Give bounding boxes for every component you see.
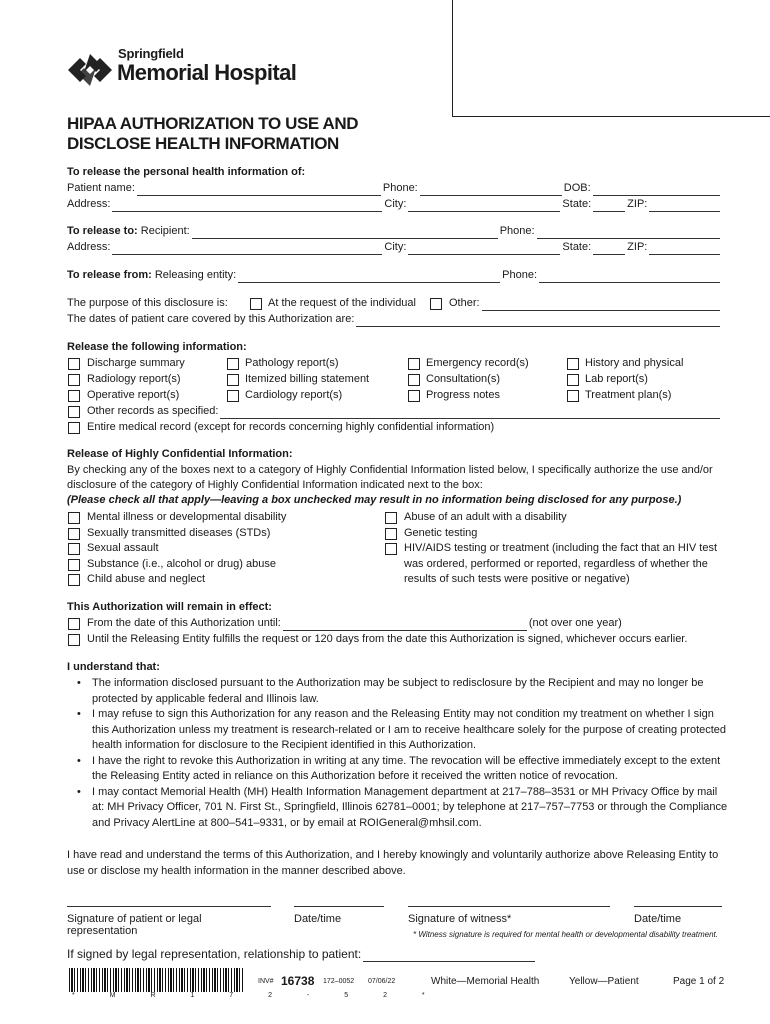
child-abuse-checkbox[interactable] <box>68 574 80 586</box>
recipient-row-2 <box>67 240 722 255</box>
effect-heading: This Authorization will remain in effect: <box>67 601 272 613</box>
patient-zip-field[interactable] <box>649 201 720 212</box>
discharge-label: Discharge summary <box>87 357 185 369</box>
substance-label: Substance (i.e., alcohol or drug) abuse <box>87 558 276 570</box>
dates-row <box>67 312 722 327</box>
logo-line1: Springfield <box>118 46 184 61</box>
logo-line2: Memorial Hospital <box>117 60 297 85</box>
other-records-field[interactable] <box>220 408 720 419</box>
legal-rep-label: If signed by legal representation, relationship to patient: <box>67 947 362 961</box>
recipient-phone-label: Phone: <box>499 225 535 237</box>
emergency-label: Emergency record(s) <box>426 357 529 369</box>
legal-rep-field[interactable] <box>363 951 535 962</box>
dates-field[interactable] <box>356 316 720 327</box>
patient-signature-label: Signature of patient or legal representation <box>67 913 202 937</box>
recipient-zip-label: ZIP: <box>627 241 648 253</box>
release-from-label: To release from: <box>67 269 152 281</box>
lab-label: Lab report(s) <box>585 373 648 385</box>
pathology-checkbox[interactable] <box>227 358 239 370</box>
recipient-address-label: Address: <box>67 241 111 253</box>
patient-city-label: City: <box>384 198 407 210</box>
patient-row-1 <box>67 181 722 196</box>
entire-record-checkbox[interactable] <box>68 422 80 434</box>
effect-120-label: Until the Releasing Entity fulfills the request or 120 days from the date this Authorization is signed, whichever occurs earlier. <box>87 633 688 645</box>
adult-abuse-label: Abuse of an adult with a disability <box>404 511 567 523</box>
inv-label: INV# <box>258 978 274 985</box>
witness-note: * Witness signature is required for mental health or developmental disability treatment. <box>413 930 718 939</box>
page-number: Page 1 of 2 <box>673 976 725 987</box>
purpose-other-checkbox[interactable] <box>430 298 442 310</box>
purpose-individual-label: At the request of the individual <box>268 297 416 309</box>
patient-name-field[interactable] <box>137 185 381 196</box>
progress-checkbox[interactable] <box>408 390 420 402</box>
effect-until-note: (not over one year) <box>528 617 622 629</box>
substance-checkbox[interactable] <box>68 559 80 571</box>
patient-state-label: State: <box>562 198 592 210</box>
date2 <box>634 898 722 925</box>
std-label: Sexually transmitted diseases (STDs) <box>87 527 271 539</box>
understand-list <box>68 676 728 831</box>
patient-signature <box>67 898 271 937</box>
date1-field[interactable] <box>294 898 384 907</box>
form-date: 07/06/22 <box>368 978 396 985</box>
std-checkbox[interactable] <box>68 528 80 540</box>
understand-item: • I may refuse to sign this Authorization for any reason and the Releasing Entity may not condition my treatment on whether I sign this Authorization unless my treatment is research-related or I am to receive healthcare solely for the purpose of creating protected health information for disclosure to the Recipient identified in this Authorization. <box>68 707 728 754</box>
entire-record-label: Entire medical record (except for records concerning highly confidential information) <box>87 421 495 433</box>
mental-illness-checkbox[interactable] <box>68 512 80 524</box>
recipient-phone-field[interactable] <box>537 228 720 239</box>
date1 <box>294 898 384 925</box>
understand-item: • The information disclosed pursuant to the Authorization may be subject to redisclosure by the Recipient and may no longer be protected by applicable federal and Illinois law. <box>68 676 728 707</box>
recipient-city-field[interactable] <box>408 244 560 255</box>
entity-phone-label: Phone: <box>502 269 538 281</box>
entity-field[interactable] <box>238 272 500 283</box>
witness-signature-field[interactable] <box>408 898 610 907</box>
consultation-checkbox[interactable] <box>408 374 420 386</box>
operative-checkbox[interactable] <box>68 390 80 402</box>
billing-label: Itemized billing statement <box>245 373 370 385</box>
effect-until-checkbox[interactable] <box>68 618 80 630</box>
progress-label: Progress notes <box>426 389 500 401</box>
date2-field[interactable] <box>634 898 722 907</box>
hiv-line2: was ordered, performed or reported, regardless of whether the <box>404 557 708 570</box>
consultation-label: Consultation(s) <box>426 373 500 385</box>
genetic-label: Genetic testing <box>404 527 478 539</box>
hiv-label <box>404 541 717 588</box>
stamp-area <box>452 0 770 117</box>
mental-illness-label: Mental illness or developmental disability <box>87 511 287 523</box>
recipient-zip-field[interactable] <box>649 244 720 255</box>
entity-phone-field[interactable] <box>539 272 720 283</box>
confidential-note: (Please check all that apply—leaving a box unchecked may result in no information being disclosed for any purpose.) <box>67 494 682 506</box>
sexual-assault-checkbox[interactable] <box>68 543 80 555</box>
release-to-label: To release to: <box>67 225 138 237</box>
copy-yellow: Yellow—Patient <box>569 976 639 987</box>
cardiology-checkbox[interactable] <box>227 390 239 402</box>
other-records-checkbox[interactable] <box>68 406 80 418</box>
patient-address-field[interactable] <box>112 201 382 212</box>
purpose-label: The purpose of this disclosure is: <box>67 297 228 309</box>
radiology-label: Radiology report(s) <box>87 373 181 385</box>
purpose-other-label: Other: <box>449 297 480 309</box>
confidential-p1: By checking any of the boxes next to a category of Highly Confidential Information listed below, I specifically authorize the use and/or <box>67 464 713 476</box>
consent-text: I have read and understand the terms of this Authorization, and I hereby knowingly and voluntarily authorize above Releasing Entity to use or disclose my health information in the manner described above. <box>67 849 719 877</box>
lab-checkbox[interactable] <box>567 374 579 386</box>
recipient-row-1 <box>67 224 722 239</box>
date1-label: Date/time <box>294 913 342 925</box>
pathology-label: Pathology report(s) <box>245 357 339 369</box>
billing-checkbox[interactable] <box>227 374 239 386</box>
purpose-other-row <box>449 296 722 311</box>
treatment-checkbox[interactable] <box>567 390 579 402</box>
form-number: 172–0052 <box>323 978 355 985</box>
legal-rep-row <box>67 947 537 962</box>
adult-abuse-checkbox[interactable] <box>385 512 397 524</box>
radiology-checkbox[interactable] <box>68 374 80 386</box>
copy-white: White—Memorial Health <box>431 976 540 987</box>
witness-signature <box>408 898 610 925</box>
understand-heading: I understand that: <box>67 661 160 673</box>
hiv-line3: results of such tests were positive or negative) <box>404 573 630 585</box>
effect-until-field[interactable] <box>283 620 527 631</box>
child-abuse-label: Child abuse and neglect <box>87 573 206 585</box>
patient-city-field[interactable] <box>408 201 560 212</box>
title-line1: HIPAA AUTHORIZATION TO USE AND <box>67 114 359 133</box>
patient-dob-field[interactable] <box>593 185 720 196</box>
history-label: History and physical <box>585 357 684 369</box>
barcode <box>69 968 245 992</box>
page-title <box>67 114 358 154</box>
patient-phone-field[interactable] <box>420 185 562 196</box>
history-checkbox[interactable] <box>567 358 579 370</box>
witness-signature-label: Signature of witness* <box>408 913 512 925</box>
sexual-assault-label: Sexual assault <box>87 542 159 554</box>
date2-label: Date/time <box>634 913 682 925</box>
from-row <box>67 268 722 283</box>
barcode-text: * M R 1 7 2 - 5 2 * <box>72 992 442 999</box>
emergency-checkbox[interactable] <box>408 358 420 370</box>
effect-120-checkbox[interactable] <box>68 634 80 646</box>
confidential-p2: disclosure of the category of Highly Confidential Information indicated next to the box: <box>67 479 483 491</box>
genetic-checkbox[interactable] <box>385 528 397 540</box>
purpose-individual-checkbox[interactable] <box>250 298 262 310</box>
recipient-label: Recipient: <box>140 225 190 237</box>
purpose-other-field[interactable] <box>482 300 720 311</box>
recipient-city-label: City: <box>384 241 407 253</box>
operative-label: Operative report(s) <box>87 389 180 401</box>
effect-until-row <box>87 616 622 631</box>
patient-address-label: Address: <box>67 198 111 210</box>
hiv-line1: HIV/AIDS testing or treatment (including the fact that an HIV test <box>404 542 718 554</box>
entity-label: Releasing entity: <box>154 269 237 281</box>
other-records-label: Other records as specified: <box>87 405 219 417</box>
confidential-heading: Release of Highly Confidential Information: <box>67 448 293 460</box>
patient-signature-field[interactable] <box>67 898 271 907</box>
understand-item: • I may contact Memorial Health (MH) Health Information Management department at 217–788–3531 or MH Privacy Office by mail at: MH Privacy Officer, 701 N. First St., Springfield, Illinois 62781–0001; by telephone at 217–757–7753 or through the Compliance and Privacy AlertLine at 800–541–9331, or by email at ROIGeneral@mhsil.com. <box>68 785 728 832</box>
discharge-checkbox[interactable] <box>68 358 80 370</box>
hiv-checkbox[interactable] <box>385 543 397 555</box>
patient-name-label: Patient name: <box>67 182 135 194</box>
recipient-field[interactable] <box>192 228 498 239</box>
patient-heading: To release the personal health information of: <box>67 166 306 178</box>
patient-row-2 <box>67 197 722 212</box>
patient-dob-label: DOB: <box>563 182 591 194</box>
title-line2: DISCLOSE HEALTH INFORMATION <box>67 134 339 153</box>
inv-number: 16738 <box>281 974 315 988</box>
dates-label: The dates of patient care covered by this Authorization are: <box>67 313 355 325</box>
understand-item: • I have the right to revoke this Authorization in writing at any time. The revocation will be effective immediately except to the extent the Releasing Entity acted in reliance on this Authorization before it received the written notice of revocation. <box>68 754 728 785</box>
patient-zip-label: ZIP: <box>627 198 648 210</box>
patient-phone-label: Phone: <box>382 182 418 194</box>
patient-state-field[interactable] <box>593 201 625 212</box>
cardiology-label: Cardiology report(s) <box>245 389 343 401</box>
other-records-row <box>87 404 722 419</box>
info-heading: Release the following information: <box>67 341 247 353</box>
recipient-state-field[interactable] <box>593 244 625 255</box>
recipient-state-label: State: <box>562 241 592 253</box>
logo-mark-icon <box>66 50 114 90</box>
treatment-label: Treatment plan(s) <box>585 389 672 401</box>
effect-until-label: From the date of this Authorization until: <box>87 617 281 629</box>
recipient-address-field[interactable] <box>112 244 382 255</box>
